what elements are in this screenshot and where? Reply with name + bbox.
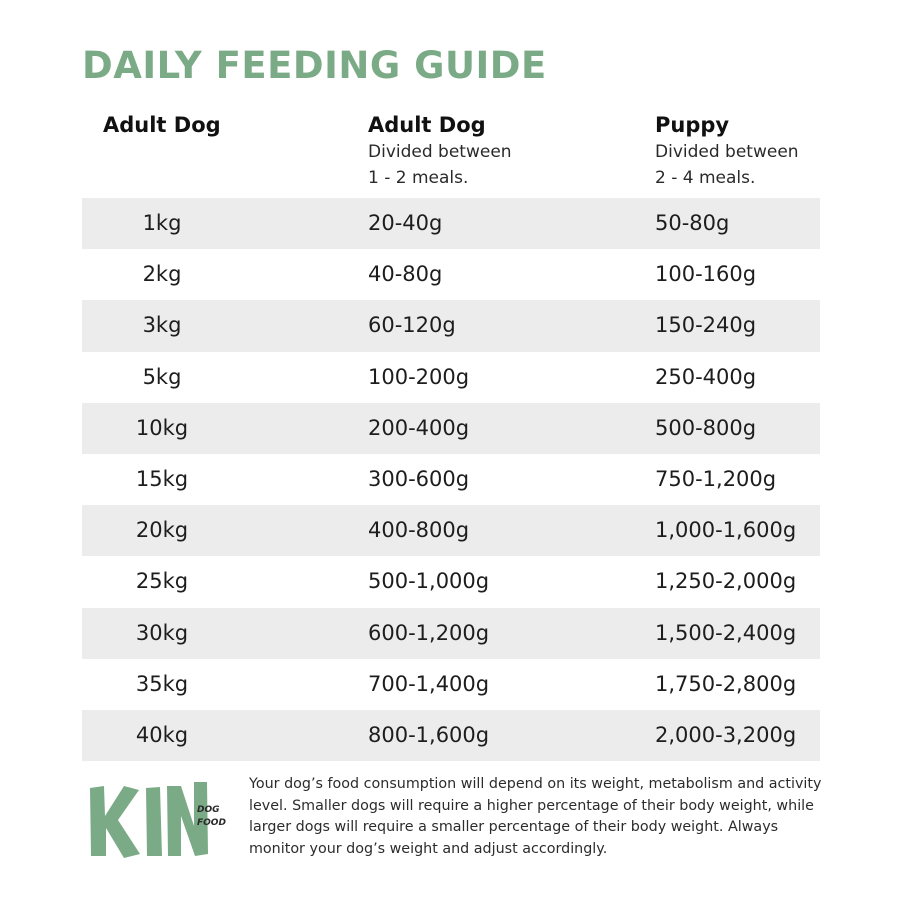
puppy-amount-cell: 150-240g <box>655 313 757 338</box>
column-header-adult <box>368 111 512 191</box>
puppy-amount-cell: 2,000-3,200g <box>655 722 797 747</box>
table-row <box>82 659 820 710</box>
adult-amount-cell: 800-1,600g <box>368 722 490 747</box>
column-header-puppy-label: Puppy <box>655 113 730 137</box>
adult-amount-cell: 100-200g <box>368 364 470 389</box>
adult-amount-cell: 600-1,200g <box>368 620 490 645</box>
adult-amount-cell: 40-80g <box>368 262 443 287</box>
weight-cell: 5kg <box>142 364 182 389</box>
puppy-amount-cell: 1,750-2,800g <box>655 671 797 696</box>
weight-cell: 2kg <box>142 262 182 287</box>
table-row <box>82 352 820 403</box>
table-row <box>82 454 820 505</box>
weight-cell: 20kg <box>135 518 189 543</box>
puppy-amount-cell: 1,500-2,400g <box>655 620 797 645</box>
adult-amount-cell: 200-400g <box>368 415 470 440</box>
adult-amount-cell: 400-800g <box>368 518 470 543</box>
puppy-amount-cell: 1,000-1,600g <box>655 518 797 543</box>
puppy-amount-cell: 250-400g <box>655 364 757 389</box>
adult-amount-cell: 60-120g <box>368 313 456 338</box>
column-header-adult-label: Adult Dog <box>368 113 486 137</box>
column-header-puppy-sub1: Divided between <box>655 142 799 162</box>
feeding-table <box>82 198 820 761</box>
column-header-puppy-sub2: 2 - 4 meals. <box>655 168 756 188</box>
column-header-weight-label: Adult Dog <box>103 113 221 137</box>
logo-letter-i <box>146 787 162 856</box>
table-row <box>82 249 820 300</box>
table-row <box>82 505 820 556</box>
weight-cell: 40kg <box>135 722 189 747</box>
weight-cell: 1kg <box>142 211 182 235</box>
table-row <box>82 710 820 761</box>
weight-cell: 30kg <box>135 620 189 645</box>
logo-tag-food: FOOD <box>197 818 226 828</box>
table-row <box>82 403 820 454</box>
page-title: DAILY FEEDING GUIDE <box>82 44 547 87</box>
weight-cell: 25kg <box>135 569 189 594</box>
column-header-weight <box>103 111 221 139</box>
weight-cell: 10kg <box>135 415 189 440</box>
adult-amount-cell: 500-1,000g <box>368 569 490 594</box>
column-header-adult-sub1: Divided between <box>368 142 512 162</box>
column-header-adult-sub2: 1 - 2 meals. <box>368 168 469 188</box>
column-header-puppy <box>655 111 799 191</box>
puppy-amount-cell: 100-160g <box>655 262 757 287</box>
logo-tag-dog: DOG <box>197 805 220 815</box>
table-row <box>82 556 820 607</box>
table-row <box>82 300 820 351</box>
table-row <box>82 608 820 659</box>
puppy-amount-cell: 50-80g <box>655 211 730 235</box>
kin-dog-food-logo <box>84 776 244 862</box>
puppy-amount-cell: 500-800g <box>655 415 757 440</box>
puppy-amount-cell: 1,250-2,000g <box>655 569 797 594</box>
logo-letter-k <box>90 786 140 858</box>
adult-amount-cell: 20-40g <box>368 211 443 235</box>
table-row <box>82 198 820 249</box>
weight-cell: 35kg <box>135 671 189 696</box>
adult-amount-cell: 300-600g <box>368 466 470 491</box>
weight-cell: 3kg <box>142 313 182 338</box>
adult-amount-cell: 700-1,400g <box>368 671 490 696</box>
weight-cell: 15kg <box>135 466 189 491</box>
feeding-disclaimer: Your dog’s food consumption will depend on its weight, metabolism and activity level. Smaller dogs will require a higher percentage of their body weight, while larger dogs will require a smaller percentage of their body weight. Always monitor your dog’s weight and adjust accordingly. <box>249 776 822 857</box>
puppy-amount-cell: 750-1,200g <box>655 466 777 491</box>
